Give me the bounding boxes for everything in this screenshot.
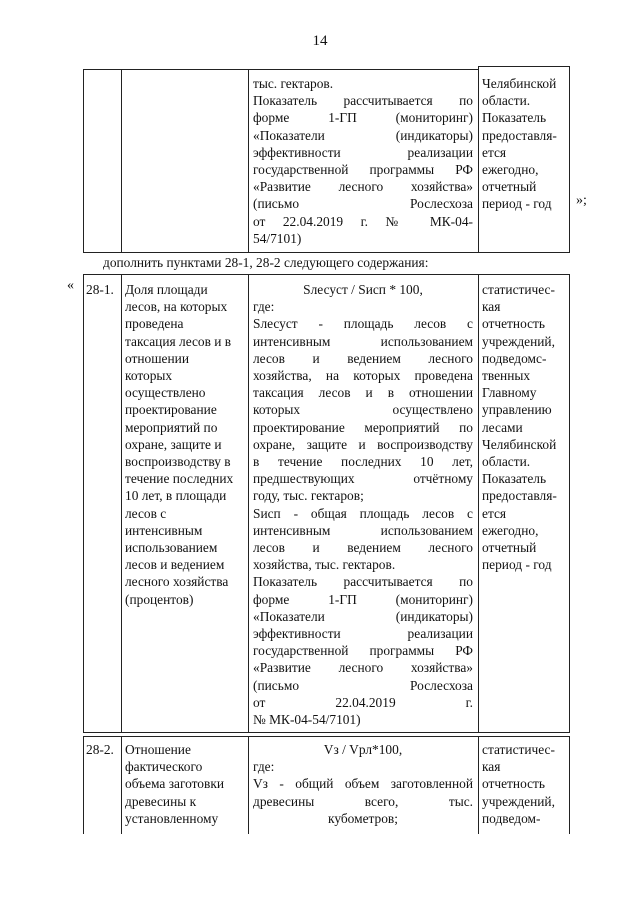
text-line: Показатель рассчитывается по <box>253 93 473 109</box>
data-source <box>482 281 568 573</box>
text-line: таксация лесов и в <box>125 333 232 349</box>
calculation-method <box>253 281 473 728</box>
table2-col-line <box>478 274 479 732</box>
table1-bottom-border <box>83 252 570 253</box>
text-line: № МК-04-54/7101) <box>253 712 361 728</box>
text-line: кая <box>482 299 501 315</box>
text-line: ежегодно, <box>482 522 539 538</box>
text-line: ежегодно, <box>482 162 539 178</box>
text-line: охране, защите и воспроизводству <box>253 436 473 452</box>
text-line: лесов с <box>125 505 167 521</box>
table1-col-line <box>121 69 122 253</box>
text-line: проектирование <box>125 402 217 418</box>
table3-top-border <box>83 736 570 737</box>
closing-quote: »; <box>576 193 587 208</box>
table1-top-border-right <box>478 66 569 67</box>
table2-col-line <box>569 274 570 732</box>
text-line: твенных <box>482 368 531 384</box>
text-line: лесов и ведением лесного <box>253 350 473 366</box>
text-line: 10 лет, в площади <box>125 488 227 504</box>
text-line: форме 1-ГП (мониторинг) <box>253 110 473 126</box>
data-source <box>482 741 568 827</box>
text-line: статистичес- <box>482 742 555 757</box>
text-line: (письмо Рослесхоза <box>253 677 473 693</box>
table2-top-border <box>83 274 570 275</box>
text-line: Доля площади <box>125 282 208 297</box>
text-line: лесов, на которых <box>125 299 228 315</box>
table1-col-line <box>83 69 84 253</box>
text-line: период - год <box>482 557 552 573</box>
text-line: отчетность <box>482 776 545 792</box>
text-line: «Показатели (индикаторы) <box>253 608 473 624</box>
text-line: лесов и ведением лесного <box>253 540 473 556</box>
formula: Vз / Vрл*100, <box>323 742 403 757</box>
text-line: тыс. гектаров. <box>253 76 334 91</box>
text-line: интенсивным использованием <box>253 522 473 538</box>
text-line: хозяйства, тыс. гектаров. <box>253 557 396 573</box>
text-line: отношении <box>125 350 189 366</box>
text-line: таксация лесов и в отношении <box>253 385 473 401</box>
table2-col-line <box>83 274 84 732</box>
text-line: Челябинской <box>482 436 557 452</box>
text-line: которых <box>125 368 173 384</box>
table3-col-line <box>121 736 122 834</box>
text-line: Vз - общий объем заготовленной <box>253 776 473 792</box>
text-line: установленному <box>125 810 219 826</box>
table3-col-line <box>569 736 570 834</box>
text-line: Sлесуст - площадь лесов с <box>253 316 473 332</box>
text-line: интенсивным <box>125 522 203 538</box>
text-line: кубометров; <box>328 810 398 826</box>
indicator-name <box>125 281 246 608</box>
text-line: воспроизводству в <box>125 454 231 470</box>
prev-row-description <box>253 75 473 247</box>
table1-col-line <box>248 69 249 253</box>
text-line: Показатель <box>482 471 547 487</box>
text-line: течение последних <box>125 471 234 487</box>
text-line: Показатель рассчитывается по <box>253 574 473 590</box>
text-line: управлению <box>482 402 552 418</box>
text-line: фактического <box>125 759 203 775</box>
table3-col-line <box>248 736 249 834</box>
text-line: Sисп - общая площадь лесов с <box>253 505 473 521</box>
text-line: подведом- <box>482 810 541 826</box>
text-line: лесного хозяйства <box>125 574 229 590</box>
text-line: «Развитие лесного хозяйства» <box>253 179 473 195</box>
prev-row-source <box>482 75 568 213</box>
table1-col-line <box>478 66 479 253</box>
text-line: государственной программы РФ <box>253 643 473 659</box>
intro-text: дополнить пунктами 28-1, 28-2 следующего содержания: <box>103 255 429 270</box>
text-line: которых осуществлено <box>253 402 473 418</box>
text-line: мероприятий по <box>125 419 218 435</box>
text-line: «Развитие лесного хозяйства» <box>253 660 473 676</box>
text-line: 54/7101) <box>253 230 302 246</box>
text-line: подведомс- <box>482 350 547 366</box>
text-line: области. <box>482 93 531 109</box>
text-line: учреждений, <box>482 333 555 349</box>
text-line: использованием <box>125 540 218 556</box>
text-line: учреждений, <box>482 793 555 809</box>
text-line: охране, защите и <box>125 436 222 452</box>
text-line: эффективности реализации <box>253 144 473 160</box>
page-number: 14 <box>312 33 328 49</box>
text-line: ется <box>482 144 507 160</box>
text-line: (процентов) <box>125 591 194 607</box>
text-line: предшествующих отчётному <box>253 471 473 487</box>
text-line: области. <box>482 454 531 470</box>
row-number: 28-1. <box>86 282 114 297</box>
calculation-method <box>253 741 473 827</box>
text-line: где: <box>253 299 275 315</box>
text-line: году, тыс. гектаров; <box>253 488 364 504</box>
text-line: лесов и ведением <box>125 557 225 573</box>
text-line: государственной программы РФ <box>253 162 473 178</box>
text-line: древесины к <box>125 793 197 809</box>
row-number: 28-2. <box>86 742 114 757</box>
text-line: эффективности реализации <box>253 626 473 642</box>
text-line: Челябинской <box>482 76 557 91</box>
text-line: статистичес- <box>482 282 555 297</box>
text-line: проектирование мероприятий по <box>253 419 473 435</box>
text-line: осуществлено <box>125 385 206 401</box>
text-line: отчетный <box>482 179 537 195</box>
text-line: отчетность <box>482 316 545 332</box>
text-line: ется <box>482 505 507 521</box>
text-line: Главному <box>482 385 537 401</box>
formula: Sлесуст / Sисп * 100, <box>303 282 423 297</box>
table1-top-border <box>83 69 478 70</box>
table2-row-divider <box>83 732 570 733</box>
text-line: период - год <box>482 196 552 212</box>
text-line: Показатель <box>482 110 547 126</box>
table1-col-line <box>569 66 570 253</box>
text-line: отчетный <box>482 540 537 556</box>
text-line: (письмо Рослесхоза <box>253 196 473 212</box>
text-line: лесами <box>482 419 523 435</box>
text-line: хозяйства, на которых проведена <box>253 368 473 384</box>
indicator-name <box>125 741 246 827</box>
text-line: где: <box>253 759 275 775</box>
text-line: в течение последних 10 лет, <box>253 454 473 470</box>
table3-col-line <box>83 736 84 834</box>
text-line: Отношение <box>125 742 191 757</box>
table2-col-line <box>121 274 122 732</box>
text-line: от 22.04.2019 г. № МК-04- <box>253 213 473 229</box>
text-line: объема заготовки <box>125 776 224 792</box>
text-line: проведена <box>125 316 184 332</box>
opening-quote: « <box>67 278 74 293</box>
text-line: интенсивным использованием <box>253 333 473 349</box>
text-line: кая <box>482 759 501 775</box>
text-line: предоставля- <box>482 488 557 504</box>
table2-col-line <box>248 274 249 732</box>
text-line: предоставля- <box>482 127 557 143</box>
table3-col-line <box>478 736 479 834</box>
text-line: от 22.04.2019 г. <box>253 694 473 710</box>
text-line: форме 1-ГП (мониторинг) <box>253 591 473 607</box>
text-line: древесины всего, тыс. <box>253 793 473 809</box>
text-line: «Показатели (индикаторы) <box>253 127 473 143</box>
